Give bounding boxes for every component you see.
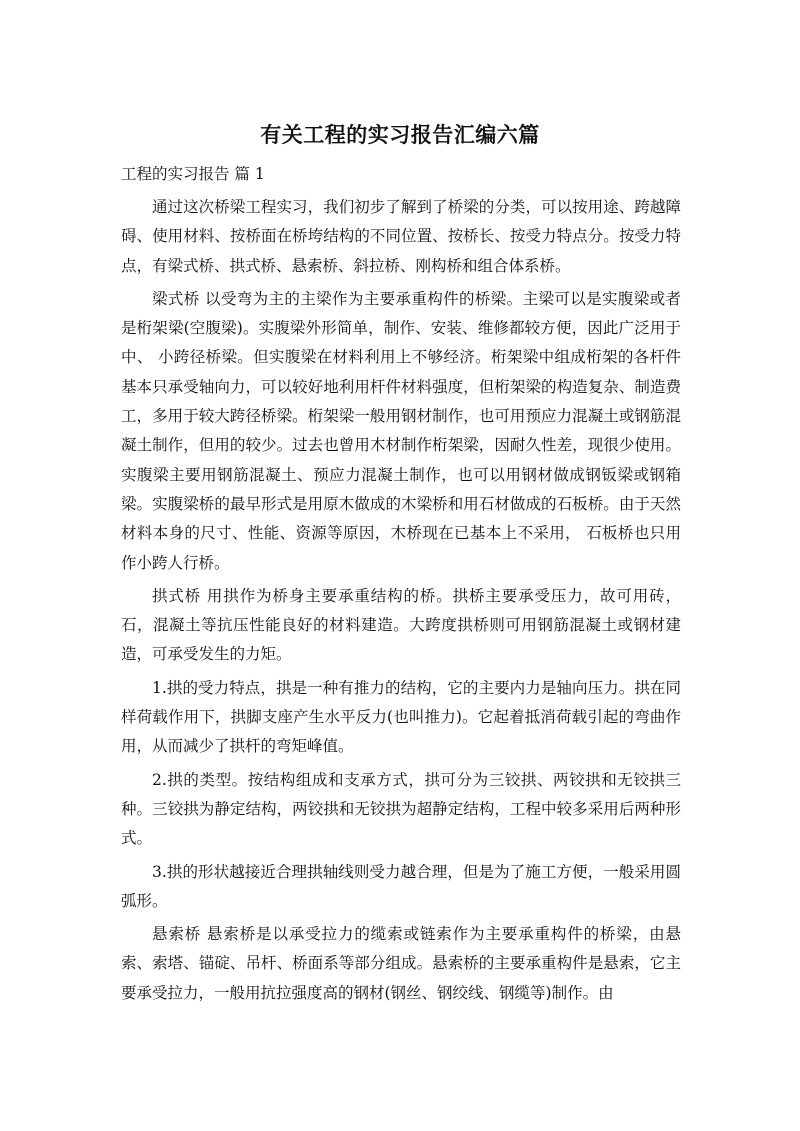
paragraph-arch-point-3: 3.拱的形状越接近合理拱轴线则受力越合理，但是为了施工方便，一般采用圆弧形。 [121, 862, 681, 910]
document-title: 有关工程的实习报告汇编六篇 [260, 123, 540, 147]
document-body [121, 193, 681, 1012]
paragraph-beam-bridge: 梁式桥 以受弯为主的主梁作为主要承重构件的桥梁。主梁可以是实腹梁或者是桁架梁(空腹梁)。实腹梁外形简单，制作、安装、维修都较方便，因此广泛用于中、 小跨径桥梁。但实腹梁在材料利用上不够经济。桁架梁中组成桁架的各杆件基本只承受轴向力，可以较好地利用杆件材料强度，但桁架梁的构造复杂、制造费工，多用于较大跨径桥梁。桁架梁一般用钢材制作，也可用预应力混凝土或钢筋混凝土制作，但用的较少。过去也曾用木材制作桁架梁，因耐久性差，现很少使用。实腹梁主要用钢筋混凝土、预应力混凝土制作，也可以用钢材做成钢钣梁或钢箱梁。实腹梁桥的最早形式是用原木做成的木梁桥和用石材做成的石板桥。由于天然材料本身的尺寸、性能、资源等原因，木桥现在已基本上不采用， 石板桥也只用作小跨人行桥。 [121, 289, 681, 572]
paragraph-arch-point-1: 1.拱的受力特点，拱是一种有推力的结构，它的主要内力是轴向压力。拱在同样荷载作用下，拱脚支座产生水平反力(也叫推力)。它起着抵消荷载引起的弯曲作用，从而减少了拱杆的弯矩峰值。 [121, 678, 681, 756]
paragraph-suspension-bridge: 悬索桥 悬索桥是以承受拉力的缆索或链索作为主要承重构件的桥梁，由悬索、索塔、锚碇、吊杆、桥面系等部分组成。悬索桥的主要承重构件是悬索，它主要承受拉力，一般用抗拉强度高的钢材(钢丝、钢绞线、钢缆等)制作。由 [121, 925, 681, 1002]
paragraph-intro: 通过这次桥梁工程实习，我们初步了解到了桥梁的分类，可以按用途、跨越障碍、使用材料、按桥面在桥垮结构的不同位置、按桥长、按受力特点分。按受力特点，有梁式桥、拱式桥、悬索桥、斜拉桥、刚构桥和组合体系桥。 [121, 198, 681, 275]
section-heading: 工程的实习报告 篇 1 [121, 165, 265, 183]
paragraph-arch-bridge: 拱式桥 用拱作为桥身主要承重结构的桥。拱桥主要承受压力，故可用砖，石，混凝土等抗压性能良好的材料建造。大跨度拱桥则可用钢筋混凝土或钢材建造，可承受发生的力矩。 [121, 586, 681, 664]
paragraph-arch-point-2: 2.拱的类型。按结构组成和支承方式，拱可分为三铰拱、两铰拱和无铰拱三种。三铰拱为静定结构，两铰拱和无铰拱为超静定结构，工程中较多采用后两种形式。 [121, 770, 681, 848]
